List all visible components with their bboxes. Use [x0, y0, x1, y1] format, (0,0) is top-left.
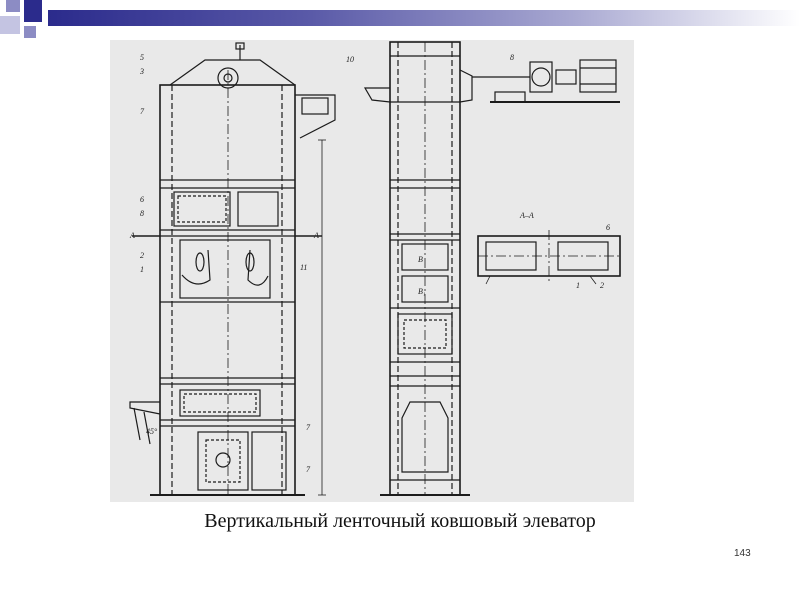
title-gradient-bar [48, 10, 800, 26]
section-marker-left: A [130, 231, 135, 240]
decor-square [24, 0, 42, 22]
label-8: 8 [140, 209, 144, 218]
label-5: 5 [140, 53, 144, 62]
slide-caption: Вертикальный ленточный ковшовый элеватор [204, 510, 596, 532]
section-marker-right: A [314, 231, 319, 240]
section-title: А–А [520, 211, 534, 220]
label-2: 2 [140, 251, 144, 260]
elevator-drawing-svg [110, 40, 634, 502]
label-angle: 45° [146, 427, 158, 436]
label-7-bottom: 7 [306, 465, 310, 474]
label-6-section: 6 [606, 223, 610, 232]
label-6: 6 [140, 195, 144, 204]
label-11: 11 [300, 263, 308, 272]
label-2-section: 2 [600, 281, 604, 290]
decor-square [0, 16, 20, 34]
decor-square [6, 0, 20, 12]
label-1-section: 1 [576, 281, 580, 290]
label-3: 3 [140, 67, 144, 76]
label-b: B [418, 255, 423, 264]
elevator-drawing [110, 40, 634, 502]
label-7-top: 7 [140, 107, 144, 116]
page-number: 143 [734, 548, 751, 559]
label-7-mid: 7 [306, 423, 310, 432]
decor-square [24, 26, 36, 38]
label-1: 1 [140, 265, 144, 274]
label-b1: B₁ [418, 287, 426, 296]
label-8-drive: 8 [510, 53, 514, 62]
label-10: 10 [346, 55, 354, 64]
